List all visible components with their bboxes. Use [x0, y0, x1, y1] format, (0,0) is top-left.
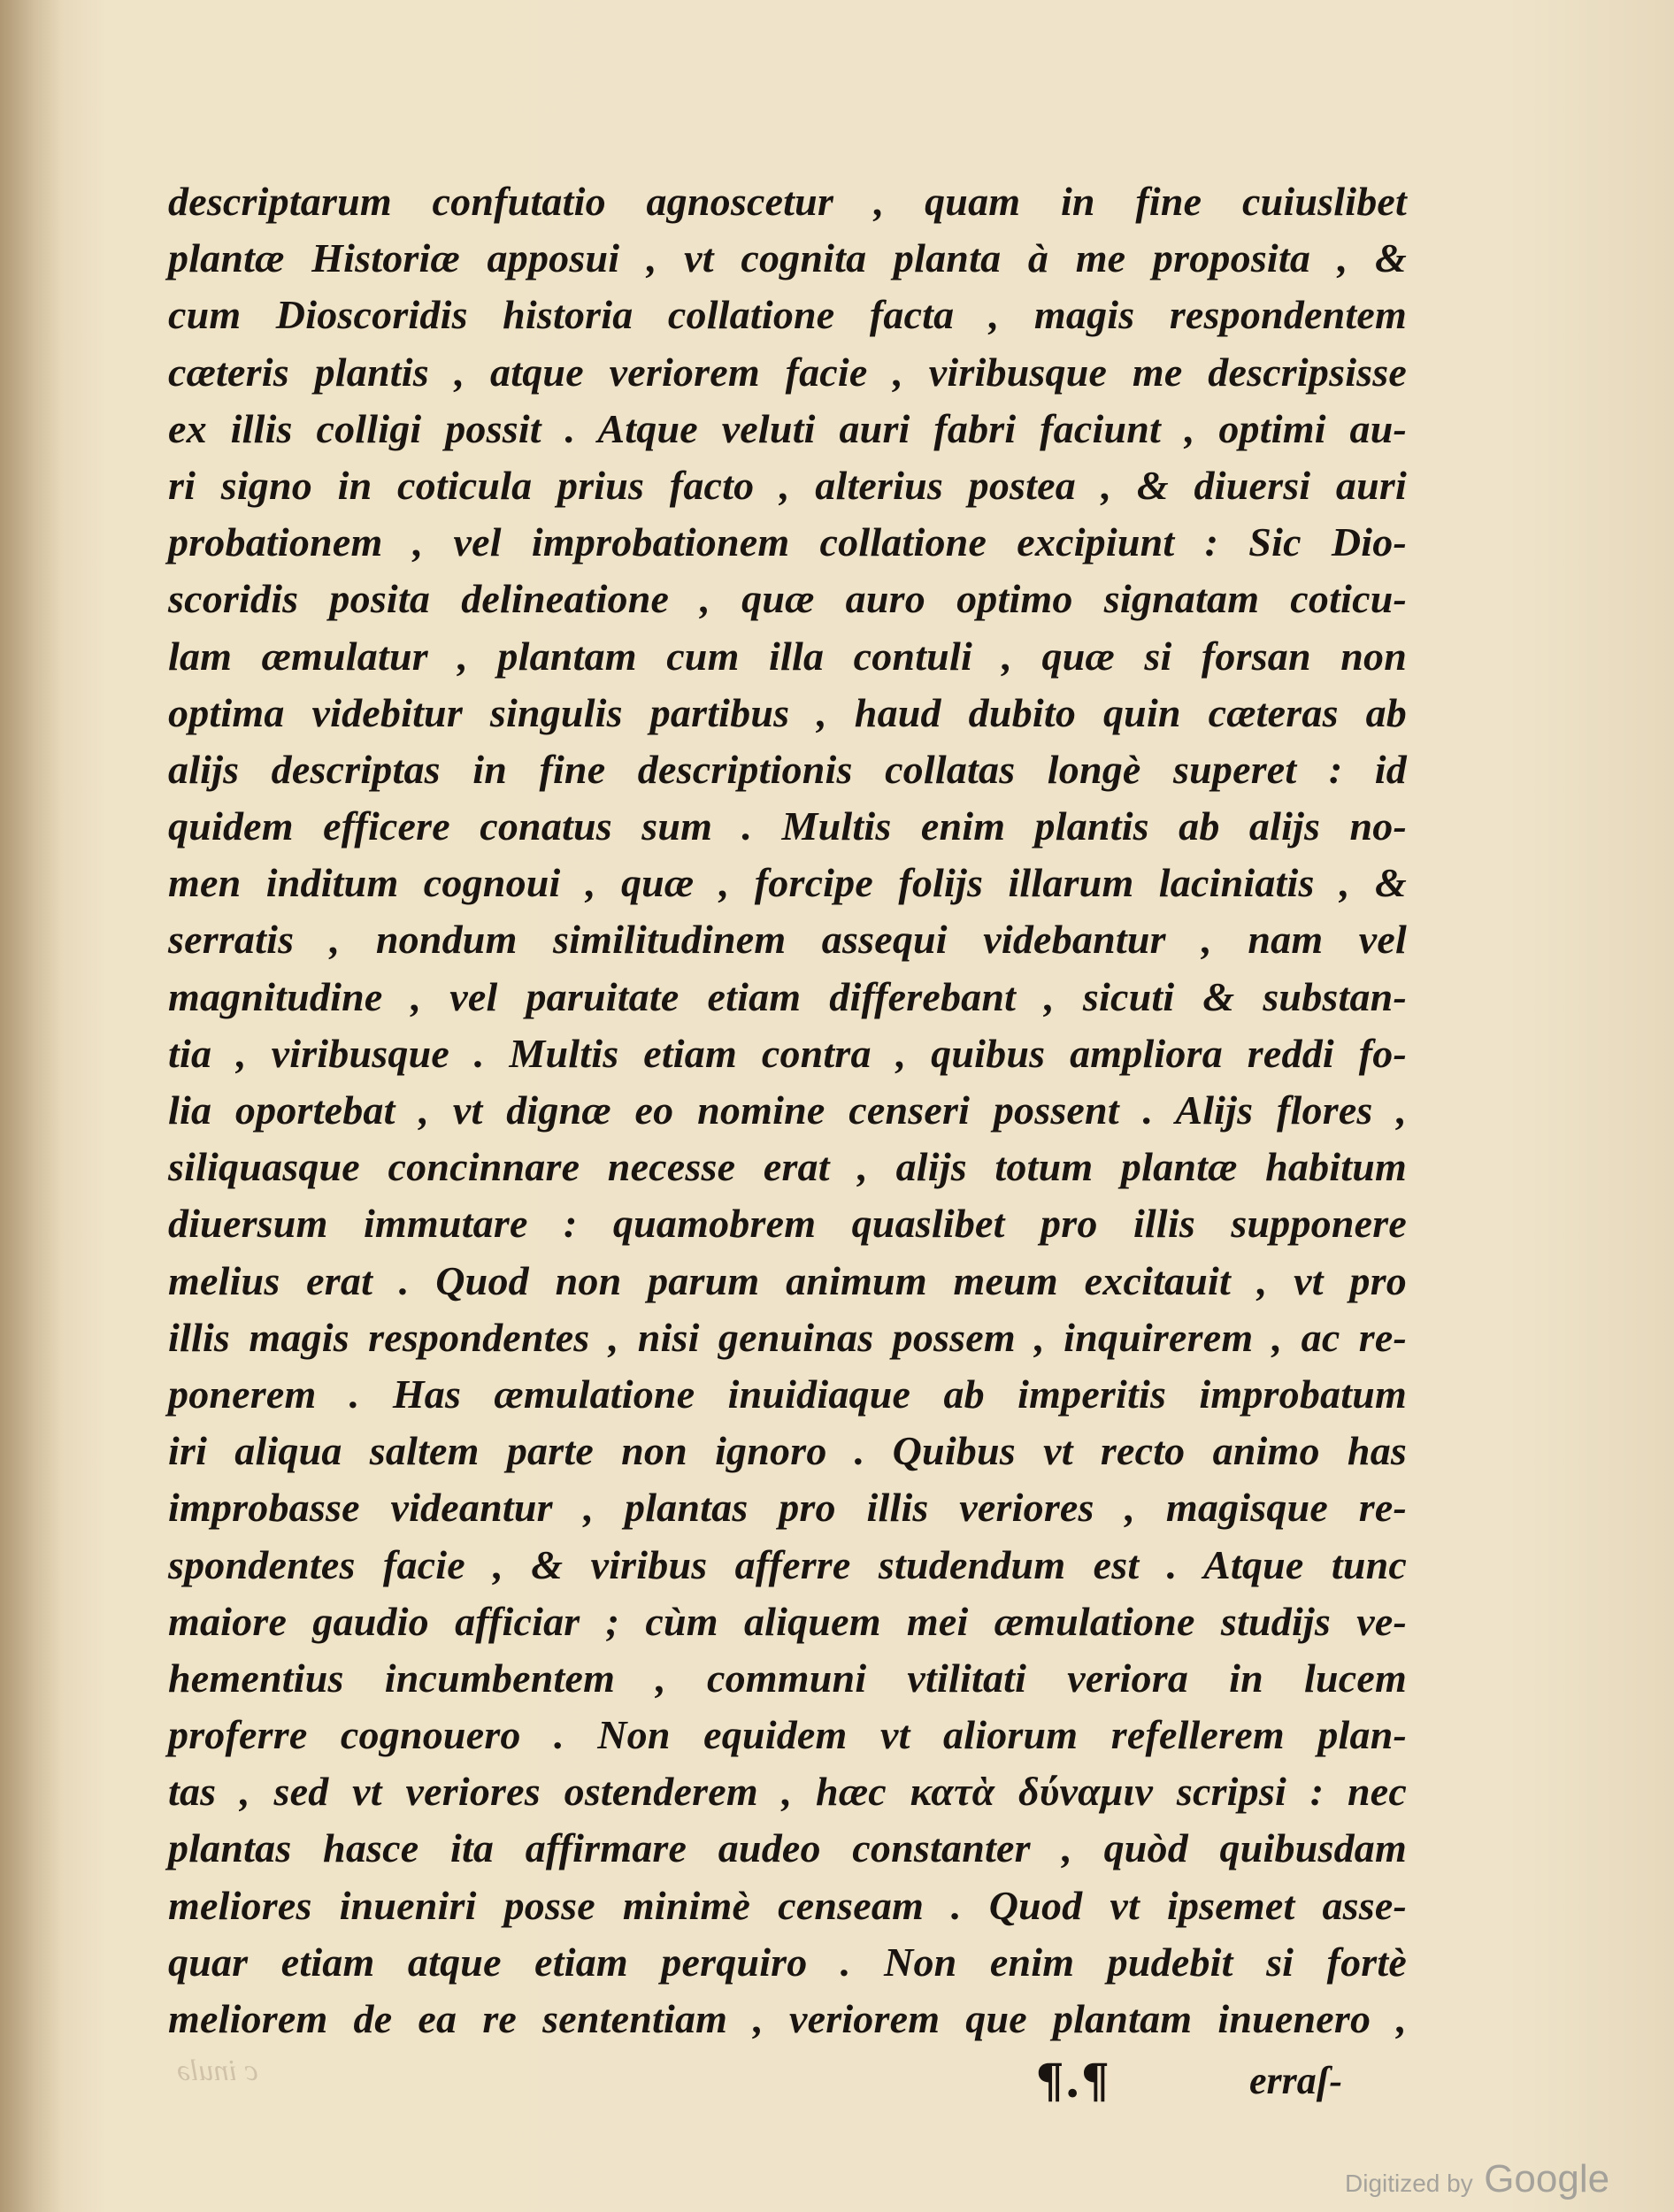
text-line: plantas hasce ita affirmare audeo constanter , quòd quibusdam [168, 1825, 1407, 1871]
signature-mark: ¶.¶ [1035, 2055, 1110, 2108]
catchword: erraſ- [1249, 2059, 1343, 2102]
watermark-brand: Google [1484, 2157, 1610, 2200]
page-footer [1035, 2055, 1389, 2108]
text-line: quidem efficere conatus sum . Multis enim plantis ab alijs no- [168, 803, 1407, 849]
show-through-text: c inulǝ [177, 2055, 258, 2087]
text-line: improbasse videantur , plantas pro illis veriores , magisque re- [168, 1485, 1407, 1531]
text-line: maiore gaudio afficiar ; cùm aliquem mei æmulatione studijs ve- [168, 1598, 1407, 1644]
text-line: melius erat . Quod non parum animum meum excitauit , vt pro [168, 1257, 1407, 1303]
text-line: quar etiam atque etiam perquiro . Non enim pudebit si fortè [168, 1939, 1407, 1985]
text-line: optima videbitur singulis partibus , haud dubito quin cæteras ab [168, 689, 1407, 735]
text-line: probationem , vel improbationem collatione excipiunt : Sic Dio- [168, 519, 1407, 565]
text-line: lia oportebat , vt dignæ eo nomine censeri possent . Alijs flores , [168, 1087, 1407, 1133]
text-line: descriptarum confutatio agnoscetur , quam in fine cuiuslibet [168, 179, 1407, 224]
text-line: meliores inueniri posse minimè censeam . Quod vt ipsemet asse- [168, 1882, 1407, 1928]
text-line: spondentes facie , & viribus afferre studendum est . Atque tunc [168, 1541, 1407, 1587]
text-line: ex illis colligi possit . Atque veluti auri fabri faciunt , optimi au- [168, 405, 1407, 451]
body-text [168, 173, 1407, 2047]
text-line: proferre cognouero . Non equidem vt aliorum refellerem plan- [168, 1712, 1407, 1758]
text-line: diuersum immutare : quamobrem quaslibet pro illis supponere [168, 1201, 1407, 1247]
text-line: illis magis respondentes , nisi genuinas possem , inquirerem , ac re- [168, 1314, 1407, 1360]
watermark-prefix: Digitized by [1345, 2170, 1473, 2197]
digitization-watermark [1345, 2157, 1609, 2201]
text-line: scoridis posita delineatione , quæ auro optimo signatam coticu- [168, 576, 1407, 622]
text-line: ponerem . Has æmulatione inuidiaque ab imperitis improbatum [168, 1371, 1407, 1417]
text-line: ri signo in coticula prius facto , alterius postea , & diuersi auri [168, 462, 1407, 508]
page-gutter-shadow [0, 0, 62, 2212]
text-line: hementius incumbentem , communi vtilitati veriora in lucem [168, 1655, 1407, 1701]
text-line: meliorem de ea re sententiam , veriorem que plantam inuenero , [168, 1996, 1407, 2041]
text-line: siliquasque concinnare necesse erat , alijs totum plantæ habitum [168, 1144, 1407, 1190]
text-line: tas , sed vt veriores ostenderem , hæc κατὰ δύναμιν scripsi : nec [168, 1769, 1407, 1815]
text-line: serratis , nondum similitudinem assequi videbantur , nam vel [168, 917, 1407, 963]
text-line: lam æmulatur , plantam cum illa contuli , quæ si forsan non [168, 633, 1407, 679]
text-line: magnitudine , vel paruitate etiam differebant , sicuti & substan- [168, 973, 1407, 1019]
text-line: iri aliqua saltem parte non ignoro . Quibus vt recto animo has [168, 1428, 1407, 1474]
text-line: men inditum cognoui , quæ , forcipe folijs illarum laciniatis , & [168, 860, 1407, 906]
text-line: cæteris plantis , atque veriorem facie , viribusque me descripsisse [168, 349, 1407, 395]
text-line: cum Dioscoridis historia collatione facta , magis respondentem [168, 292, 1407, 338]
text-line: alijs descriptas in fine descriptionis collatas longè superet : id [168, 746, 1407, 792]
text-line: tia , viribusque . Multis etiam contra , quibus ampliora reddi fo- [168, 1030, 1407, 1076]
text-line: plantæ Historiæ apposui , vt cognita planta à me proposita , & [168, 235, 1407, 281]
